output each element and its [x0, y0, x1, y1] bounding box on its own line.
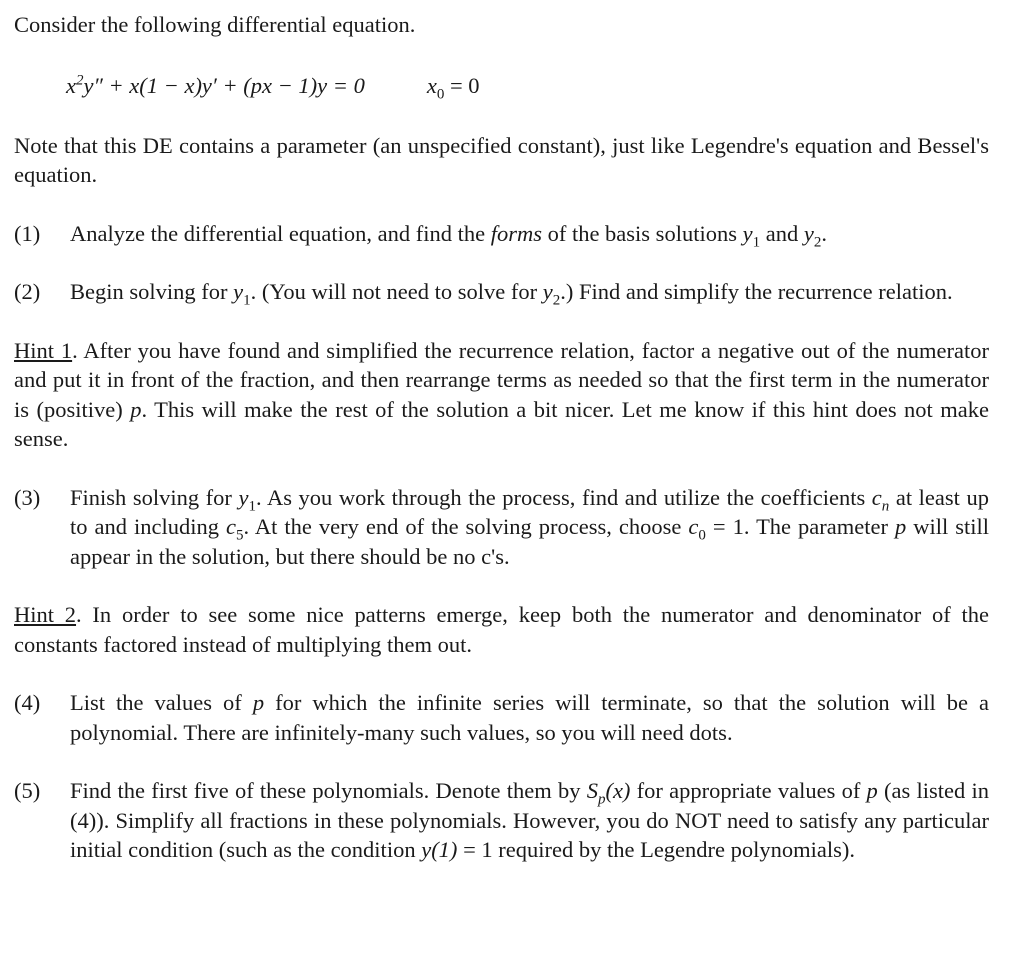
- hint-1-label: Hint 1: [14, 337, 73, 363]
- item-number: (5): [14, 778, 41, 803]
- equation-lhs: $x^2y'' + x(1 - x)y' + (px - 1)y = 0$: [66, 72, 365, 98]
- note-text: Note that this DE contains a parameter (an unspecified constant), just like Legendre's equation and Bessel's equation.: [14, 132, 989, 187]
- hint-2-label: Hint 2: [14, 602, 77, 627]
- document: [14, 10, 989, 865]
- item-number: (4): [14, 690, 41, 715]
- item-body: List the values of p for which the infinite series will terminate, so that the solution will be a polynomial. There are infinitely-many such values, so you will need dots.: [70, 690, 989, 745]
- item-number: (1): [14, 220, 41, 246]
- item-number: (3): [14, 484, 41, 510]
- question-item-2: [14, 277, 989, 307]
- equation-point: $x_0 = 0$: [426, 72, 480, 103]
- question-item-5: [14, 776, 989, 865]
- intro-text: Consider the following differential equation.: [14, 12, 416, 37]
- differential-equation: [66, 71, 989, 101]
- item-body: Begin solving for $y_1$. (You will not need to solve for $y_2$.) Find and simplify the recurrence relation.: [70, 279, 953, 309]
- question-item-4: [14, 688, 989, 747]
- question-item-1: [14, 219, 989, 249]
- item-body: Find the first five of these polynomials. Denote them by $S_p(x)$ for appropriate values of p (as listed in (4)). Simplify all fractions in these polynomials. However, you do NOT need to satisfy any particular initial condition (such as the condition y(1) = 1 required by the Legendre polynomials).: [70, 778, 990, 862]
- item-number: (2): [14, 279, 41, 304]
- hint-1: Hint 1. After you have found and simplified the recurrence relation, factor a negative out of the numerator and put it in front of the fraction, and then rearrange terms as needed so that the first term in the numerator is (positive) p. This will make the rest of the solution a bit nicer. Let me know if this hint does not make sense.: [14, 337, 989, 451]
- item-body: Analyze the differential equation, and find the forms of the basis solutions $y_1$ and $y_2$.: [70, 220, 827, 250]
- hint-2: Hint 2. In order to see some nice patterns emerge, keep both the numerator and denominator of the constants factored instead of multiplying them out.: [14, 602, 989, 657]
- item-body: Finish solving for $y_1$. As you work through the process, find and utilize the coefficients $c_n$ at least up to and including $c_5$. At the very end of the solving process, choose $c_0 = 1$. The parameter p will still appear in the solution, but there should be no c's.: [70, 484, 989, 569]
- question-item-3: [14, 483, 989, 572]
